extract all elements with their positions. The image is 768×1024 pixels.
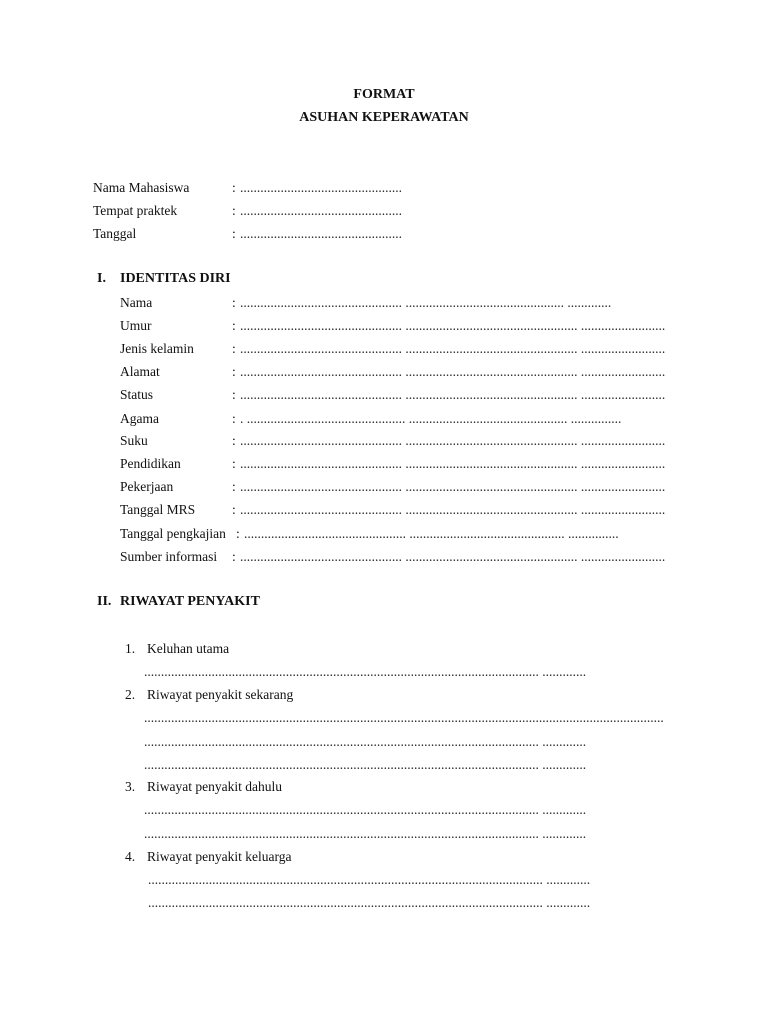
identity-colon: : bbox=[232, 318, 236, 333]
section-1-title: IDENTITAS DIRI bbox=[120, 271, 231, 286]
student-name-label: Nama Mahasiswa bbox=[93, 180, 190, 195]
identity-field-status: ................................................ ................................................... ......................... bbox=[240, 387, 666, 402]
history-item-riwayat-sekarang: Riwayat penyakit sekarang bbox=[147, 687, 294, 702]
identity-colon: : bbox=[232, 295, 236, 310]
identity-colon: : bbox=[232, 364, 236, 379]
section-1-number: I. bbox=[97, 271, 106, 286]
section-2-number: II. bbox=[97, 594, 112, 609]
history-item-keluhan-utama: Keluhan utama bbox=[147, 641, 230, 656]
identity-field-suku: ................................................ ................................................... ......................... bbox=[240, 433, 666, 448]
history-item-number: 1. bbox=[125, 641, 136, 656]
history-item-number: 4. bbox=[125, 849, 136, 864]
practice-place-label: Tempat praktek bbox=[93, 203, 178, 218]
history-answer-line: ..................................................................................................................... ............. bbox=[148, 895, 591, 910]
identity-label-suku: Suku bbox=[120, 433, 148, 448]
identity-field-tanggal-pengkajian: ................................................ .............................................. ............... bbox=[244, 526, 619, 541]
practice-place-colon: : bbox=[232, 203, 236, 218]
identity-field-pendidikan: ................................................ ................................................... ......................... bbox=[240, 456, 666, 471]
identity-field-sumber-informasi: ................................................ ................................................... ......................... bbox=[240, 549, 666, 564]
identity-field-tanggal-mrs: ................................................ ................................................... ......................... bbox=[240, 502, 666, 517]
document-subtitle: ASUHAN KEPERAWATAN bbox=[299, 110, 469, 125]
history-answer-line: .......................................................................................................................................................... bbox=[144, 710, 664, 725]
identity-colon: : bbox=[232, 341, 236, 356]
identity-colon: : bbox=[236, 526, 240, 541]
history-answer-line: ..................................................................................................................... ............. bbox=[144, 757, 587, 772]
date-colon: : bbox=[232, 226, 236, 241]
identity-colon: : bbox=[232, 456, 236, 471]
history-item-number: 3. bbox=[125, 779, 136, 794]
document-title: FORMAT bbox=[353, 87, 415, 102]
student-name-colon: : bbox=[232, 180, 236, 195]
history-item-riwayat-keluarga: Riwayat penyakit keluarga bbox=[147, 849, 292, 864]
identity-field-agama: . ............................................... ............................................... ............... bbox=[240, 411, 622, 426]
identity-colon: : bbox=[232, 502, 236, 517]
history-answer-line: ..................................................................................................................... ............. bbox=[148, 872, 591, 887]
identity-label-sumber-informasi: Sumber informasi bbox=[120, 549, 218, 564]
student-name-field: ................................................ bbox=[240, 180, 402, 195]
identity-label-pendidikan: Pendidikan bbox=[120, 456, 181, 471]
history-answer-line: ..................................................................................................................... ............. bbox=[144, 826, 587, 841]
section-2-title: RIWAYAT PENYAKIT bbox=[120, 594, 260, 609]
history-answer-line: ..................................................................................................................... ............. bbox=[144, 734, 587, 749]
practice-place-field: ................................................ bbox=[240, 203, 402, 218]
identity-label-alamat: Alamat bbox=[120, 364, 160, 379]
history-item-number: 2. bbox=[125, 687, 136, 702]
identity-label-nama: Nama bbox=[120, 295, 153, 310]
history-item-riwayat-dahulu: Riwayat penyakit dahulu bbox=[147, 779, 282, 794]
identity-label-tanggal-mrs: Tanggal MRS bbox=[120, 502, 196, 517]
identity-label-jenis-kelamin: Jenis kelamin bbox=[120, 341, 194, 356]
identity-label-tanggal-pengkajian: Tanggal pengkajian bbox=[120, 526, 226, 541]
identity-label-status: Status bbox=[120, 387, 154, 402]
identity-field-nama: ................................................ ............................................... ............. bbox=[240, 295, 612, 310]
identity-label-pekerjaan: Pekerjaan bbox=[120, 479, 174, 494]
identity-field-pekerjaan: ................................................ ................................................... ......................... bbox=[240, 479, 666, 494]
history-answer-line: ..................................................................................................................... ............. bbox=[144, 802, 587, 817]
identity-field-alamat: ................................................ ................................................... ......................... bbox=[240, 364, 666, 379]
identity-colon: : bbox=[232, 411, 236, 426]
identity-field-umur: ................................................ ................................................... ......................... bbox=[240, 318, 666, 333]
identity-colon: : bbox=[232, 479, 236, 494]
history-answer-line: ..................................................................................................................... ............. bbox=[144, 664, 587, 679]
identity-colon: : bbox=[232, 549, 236, 564]
date-label: Tanggal bbox=[93, 226, 137, 241]
date-field: ................................................ bbox=[240, 226, 402, 241]
identity-colon: : bbox=[232, 433, 236, 448]
identity-field-jenis-kelamin: ................................................ ................................................... ......................... bbox=[240, 341, 666, 356]
identity-colon: : bbox=[232, 387, 236, 402]
identity-label-agama: Agama bbox=[120, 411, 159, 426]
identity-label-umur: Umur bbox=[120, 318, 152, 333]
